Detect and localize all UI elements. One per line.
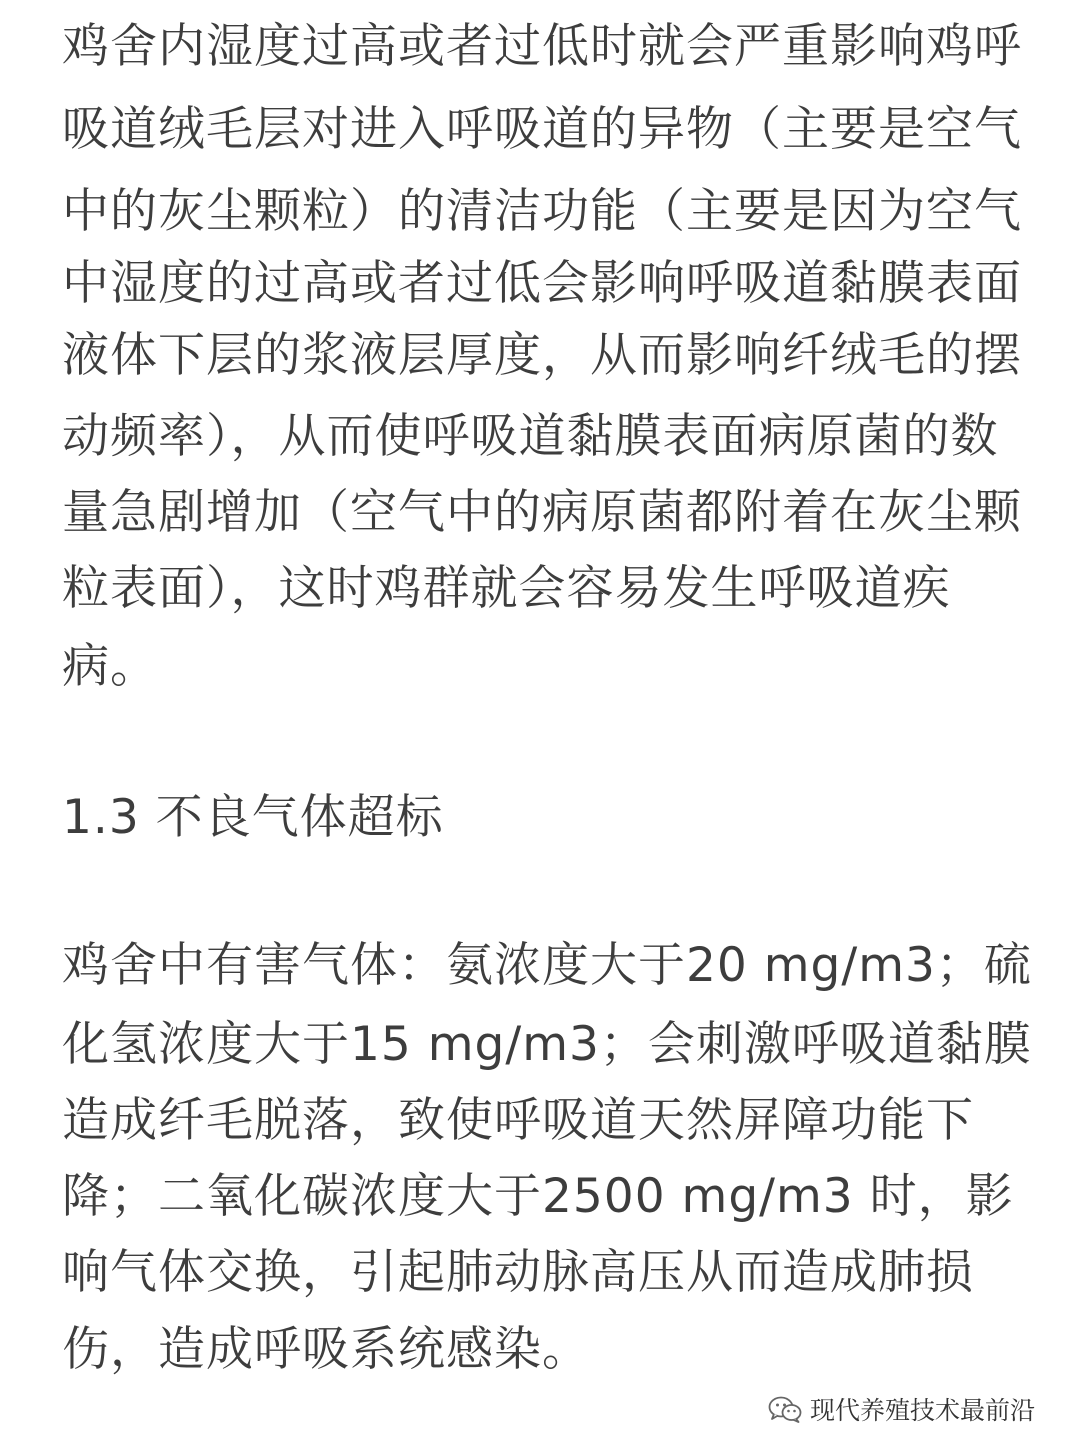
paragraph-2-line: 伤，造成呼吸系统感染。 [62, 1322, 590, 1377]
paragraph-1-line: 中的灰尘颗粒）的清洁功能（主要是因为空气 [62, 184, 1022, 239]
paragraph-1-line: 病。 [62, 639, 158, 694]
paragraph-1-line: 液体下层的浆液层厚度，从而影响纤绒毛的摆 [62, 328, 1022, 383]
paragraph-1-line: 粒表面），这时鸡群就会容易发生呼吸道疾 [62, 561, 951, 616]
paragraph-2-line: 化氢浓度大于15 mg/m3；会刺激呼吸道黏膜 [62, 1017, 1032, 1072]
paragraph-2-line: 鸡舍中有害气体：氨浓度大于20 mg/m3；硫 [62, 938, 1032, 993]
paragraph-1-line: 量急剧增加（空气中的病原菌都附着在灰尘颗 [62, 485, 1022, 540]
paragraph-1-line: 动频率），从而使呼吸道黏膜表面病原菌的数 [62, 409, 999, 464]
paragraph-2-line: 造成纤毛脱落，致使呼吸道天然屏障功能下 [62, 1093, 974, 1148]
watermark [768, 1389, 1035, 1429]
wechat-icon [768, 1395, 802, 1423]
paragraph-1-line: 中湿度的过高或者过低会影响呼吸道黏膜表面 [62, 256, 1022, 311]
paragraph-1-line: 吸道绒毛层对进入呼吸道的异物（主要是空气 [62, 102, 1022, 157]
paragraph-1-line: 鸡舍内湿度过高或者过低时就会严重影响鸡呼 [62, 19, 1022, 74]
watermark-account-name: 现代养殖技术最前沿 [810, 1396, 1036, 1425]
paragraph-2-line: 降；二氧化碳浓度大于2500 mg/m3 时，影 [62, 1169, 1014, 1224]
section-heading: 1.3 不良气体超标 [62, 790, 444, 845]
paragraph-2-line: 响气体交换，引起肺动脉高压从而造成肺损 [62, 1245, 974, 1300]
